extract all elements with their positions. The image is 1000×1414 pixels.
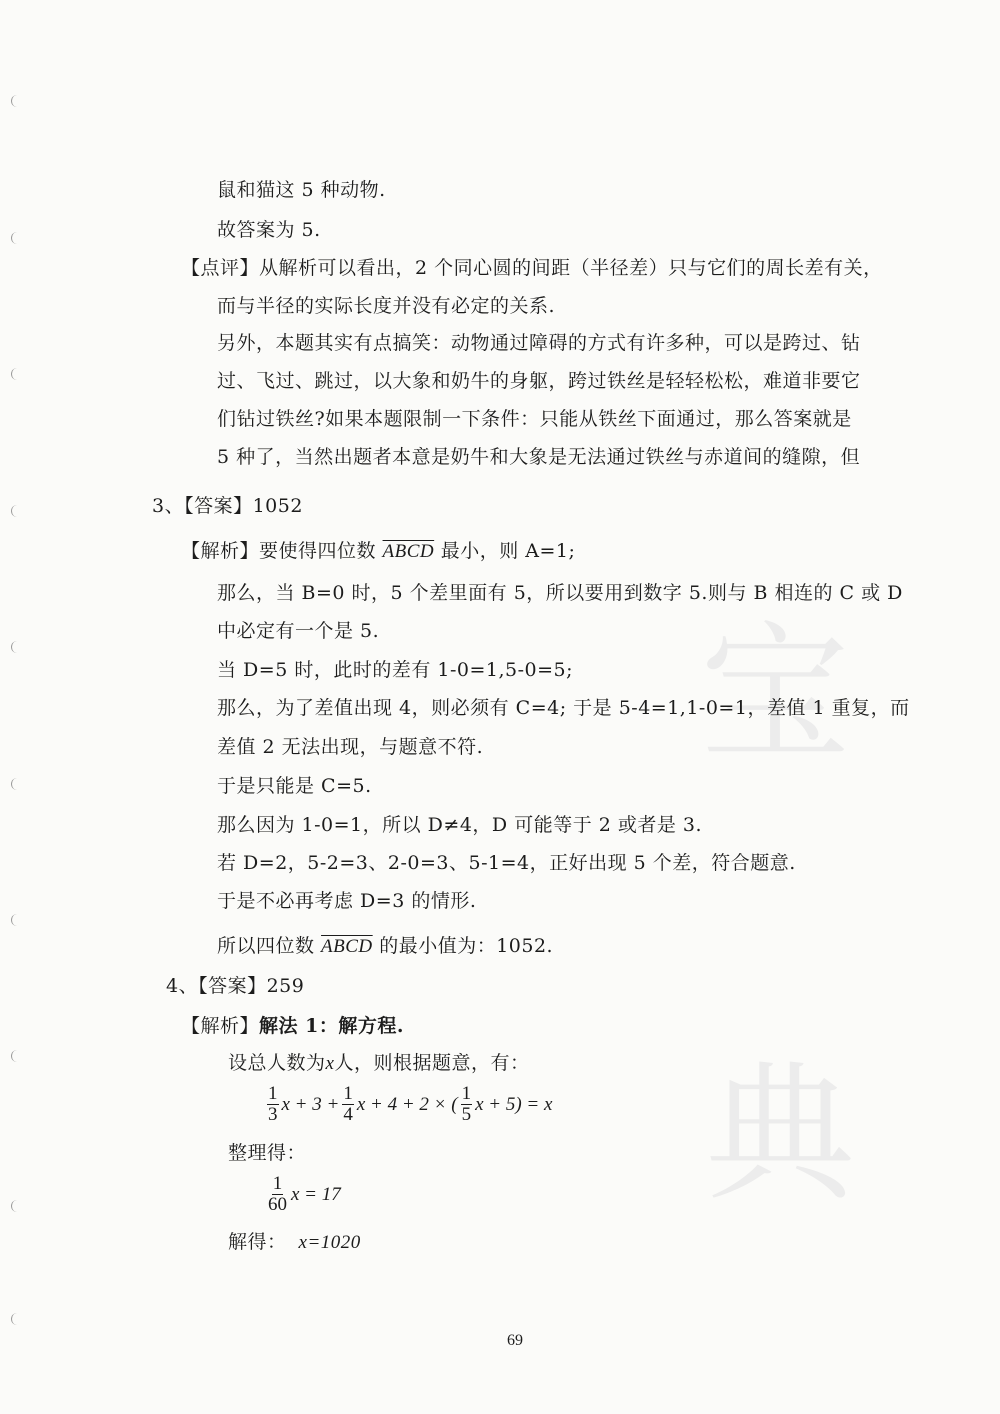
text-line: 那么，为了差值出现 4，则必须有 C=4; 于是 5-4=1,1-0=1，差值 1 重复，而: [217, 697, 910, 719]
abcd-overline: ABCD: [321, 936, 373, 957]
text-line: 鼠和猫这 5 种动物.: [217, 179, 386, 201]
binder-hole: [11, 1313, 18, 1325]
text-line: 那么因为 1-0=1，所以 D≠4，D 可能等于 2 或者是 3.: [217, 814, 703, 836]
text-line: 中必定有一个是 5.: [217, 620, 380, 642]
conclusion-line: [217, 933, 553, 960]
fraction: $\frac{1}{5}$: [461, 1083, 472, 1125]
text-line: [228, 1050, 529, 1077]
watermark-char: 宝: [700, 608, 851, 782]
analysis-text: 最小，则 A=1;: [434, 540, 576, 562]
abcd-overline: ABCD: [382, 541, 435, 562]
solution-line: [228, 1229, 361, 1256]
text-line: 差值 2 无法出现，与题意不符.: [217, 736, 484, 758]
conclusion-text: 所以四位数: [217, 935, 322, 957]
answer-heading: 4、【答案】259: [166, 975, 305, 997]
text-line: 若 D=2，5-2=3、2-0=3、5-1=4，正好出现 5 个差，符合题意.: [217, 852, 796, 874]
text-line: 整理得：: [228, 1142, 307, 1164]
eq-term: x = 17: [291, 1183, 341, 1205]
text-line: 那么，当 B=0 时，5 个差里面有 5，所以要用到数字 5.则与 B 相连的 C 或 D: [217, 582, 903, 604]
text-line: 于是不必再考虑 D=3 的情形.: [217, 890, 477, 912]
commentary-line: 【点评】从解析可以看出，2 个同心圆的间距（半径差）只与它们的周长差有关，: [181, 257, 883, 279]
eq-term: x + 4 + 2 × (: [356, 1093, 458, 1115]
text-line: 们钻过铁丝?如果本题限制一下条件：只能从铁丝下面通过，那么答案就是: [217, 408, 852, 430]
text-line: 过、飞过、跳过，以大象和奶牛的身躯，跨过铁丝是轻轻松松，难道非要它: [217, 370, 861, 392]
analysis-text: 【解析】要使得四位数: [181, 540, 383, 562]
analysis-line: [181, 1013, 404, 1039]
page-number: 69: [507, 1332, 523, 1349]
text-line: 5 种了，当然出题者本意是奶牛和大象是无法通过铁丝与赤道间的缝隙，但: [217, 446, 861, 468]
binder-hole: [11, 95, 18, 107]
watermark-char: 典: [705, 1048, 856, 1222]
equation-1: [264, 1084, 552, 1125]
binder-hole: [11, 1200, 18, 1212]
eq-term: x + 5) = x: [475, 1093, 553, 1115]
text-part: 设总人数为: [228, 1052, 326, 1074]
binder-hole: [11, 641, 18, 653]
binder-hole: [11, 505, 18, 517]
equation-2: [264, 1174, 341, 1215]
fraction: $\frac{1}{60}$: [268, 1173, 287, 1215]
method-title: 解法 1：解方程.: [259, 1015, 404, 1037]
binder-hole: [11, 778, 18, 790]
conclusion-text: 的最小值为：1052.: [372, 935, 554, 957]
binder-hole: [11, 232, 18, 244]
binder-hole: [11, 368, 18, 380]
analysis-line: [181, 538, 575, 565]
solution-label: 解得：: [228, 1231, 287, 1253]
text-line: 于是只能是 C=5.: [217, 775, 372, 797]
solution-value: x=1020: [298, 1232, 361, 1253]
analysis-label: 【解析】: [181, 1015, 260, 1037]
text-line: 而与半径的实际长度并没有必定的关系.: [217, 295, 556, 317]
fraction: $\frac{1}{4}$: [343, 1083, 353, 1125]
eq-term: x + 3 +: [281, 1093, 340, 1115]
text-line: 故答案为 5.: [217, 219, 321, 241]
text-line: 当 D=5 时，此时的差有 1-0=1,5-0=5;: [217, 659, 574, 681]
variable-x: x: [325, 1053, 335, 1074]
answer-heading: 3、【答案】1052: [152, 495, 303, 517]
binder-hole: [11, 1050, 18, 1062]
fraction: $\frac{1}{3}$: [268, 1083, 278, 1125]
binder-hole: [11, 914, 18, 926]
text-part: 人，则根据题意，有：: [334, 1052, 530, 1074]
text-line: 另外，本题其实有点搞笑：动物通过障碍的方式有许多种，可以是跨过、钻: [217, 332, 861, 354]
